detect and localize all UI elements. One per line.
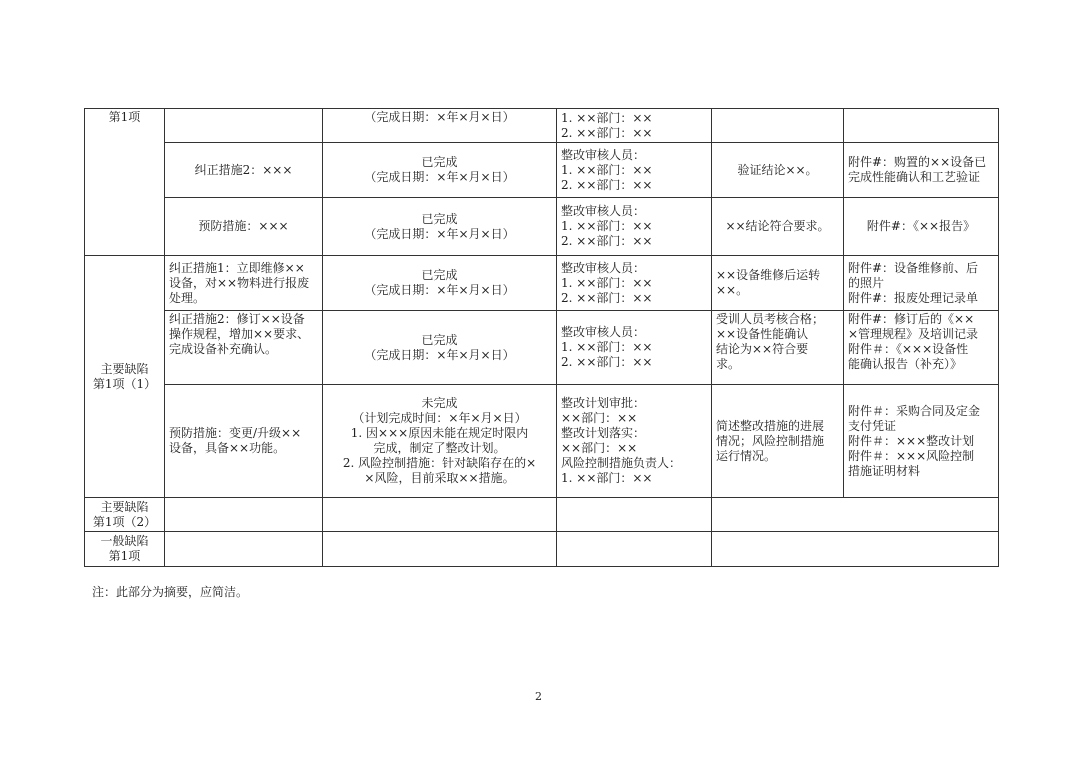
cell-text: 第1项（1）: [92, 376, 157, 391]
table-row: [85, 143, 999, 198]
cell-text: 操作规程，增加××要求、: [169, 327, 310, 341]
verification-cell: [712, 311, 844, 385]
cell-text: 运行情况。: [716, 448, 777, 463]
measure-cell: [165, 498, 323, 532]
cell-text: 2. ××部门：××: [561, 290, 653, 305]
measure-cell: [165, 385, 323, 498]
cell-text: 纠正措施2：修订××设备: [169, 312, 305, 326]
cell-text: ××部门：××: [561, 411, 638, 425]
status-cell: [323, 532, 557, 567]
measure-cell: [165, 143, 323, 198]
cell-text: 完成，制定了整改计划。: [373, 441, 506, 455]
cell-text: （完成日期：×年×月×日）: [364, 170, 515, 184]
cell-text: 整改审核人员：: [561, 204, 646, 218]
measure-cell: [165, 532, 323, 567]
reviewer-cell: [557, 109, 712, 143]
verification-cell: [712, 198, 844, 256]
reviewer-cell: [557, 311, 712, 385]
status-cell: [323, 109, 557, 143]
cell-text: 已完成: [421, 332, 458, 347]
cell-text: 附件#：《××报告》: [866, 219, 976, 233]
cell-text: 结论为××符合要: [716, 342, 809, 356]
cell-text: 的照片: [848, 275, 885, 290]
cell-text: 设备，具备××功能。: [169, 441, 286, 455]
cell-text: 附件#：设备维修前、后: [848, 260, 979, 275]
status-cell: [323, 311, 557, 385]
cell-text: 完成设备补充确认。: [169, 342, 278, 356]
cell-text: 附件＃：×××风险控制: [848, 448, 975, 463]
measure-cell: [165, 256, 323, 311]
status-cell: [323, 198, 557, 256]
status-cell: [323, 143, 557, 198]
reviewer-cell: [557, 385, 712, 498]
cell-text: 2. ××部门：××: [561, 355, 653, 369]
attachment-cell: [844, 311, 999, 385]
cell-text: 纠正措施1：立即维修××: [169, 260, 305, 275]
table-row: [85, 498, 999, 532]
attachment-cell: [844, 198, 999, 256]
cell-text: 整改审核人员：: [561, 325, 646, 339]
table-row: [85, 256, 999, 311]
cell-text: 完成性能确认和工艺验证: [848, 170, 981, 184]
table-row: [85, 198, 999, 256]
cell-text: 风险控制措施负责人：: [561, 456, 682, 470]
cell-text: 1. ××部门：××: [561, 275, 653, 290]
cell-text: 受训人员考核合格；: [716, 312, 825, 326]
cell-text: 整改审核人员：: [561, 260, 646, 275]
attachment-cell: [844, 143, 999, 198]
cell-text: 1. ××部门：××: [561, 110, 653, 125]
table-row: [85, 311, 999, 385]
cell-text: 主要缺陷: [100, 361, 149, 376]
cell-text: 已完成: [421, 155, 458, 169]
cell-text: 附件#：报废处理记录单: [848, 290, 979, 305]
reviewer-cell: [557, 498, 712, 532]
verification-cell: [712, 498, 999, 532]
cell-text: ××。: [716, 283, 749, 297]
cell-text: 附件#：购置的××设备已: [848, 155, 987, 169]
cell-text: 1. ××部门：××: [561, 340, 653, 354]
verification-cell: [712, 143, 844, 198]
cell-text: 附件＃：采购合同及定金: [848, 403, 981, 418]
cell-text: 2. ××部门：××: [561, 125, 653, 140]
cell-text: ××设备性能确认: [716, 327, 809, 341]
cell-text: 预防措施：×××: [198, 219, 289, 233]
cell-text: 1. 因×××原因未能在规定时限内: [350, 426, 529, 440]
cell-text: 支付凭证: [848, 418, 897, 433]
status-cell: [323, 385, 557, 498]
cell-text: ××结论符合要求。: [725, 219, 830, 233]
cell-text: 第1项: [108, 549, 141, 563]
cell-text: 附件＃：×××整改计划: [848, 433, 975, 448]
attachment-cell: [844, 109, 999, 143]
cell-text: ×管理规程》及培训记录: [848, 327, 979, 341]
cell-text: 设备，对××物料进行报废: [169, 275, 310, 290]
cell-text: 情况；风险控制措施: [716, 433, 825, 448]
measure-cell: [165, 198, 323, 256]
cell-text: 纠正措施2：×××: [194, 162, 293, 177]
defect-item-cell: [85, 109, 165, 256]
verification-cell: [712, 532, 999, 567]
verification-cell: [712, 256, 844, 311]
cell-text: 求。: [716, 357, 741, 371]
cell-text: 整改计划审批：: [561, 396, 646, 410]
cell-text: 1. ××部门：××: [561, 162, 653, 177]
cell-text: ×风险，目前采取××措施。: [364, 471, 515, 485]
table-row: [85, 532, 999, 567]
cell-text: 处理。: [169, 290, 206, 305]
cell-text: （完成日期：×年×月×日）: [364, 110, 515, 124]
cell-text: 1. ××部门：××: [561, 219, 653, 233]
table-row: [85, 385, 999, 498]
rectification-table: [84, 108, 999, 567]
reviewer-cell: [557, 143, 712, 198]
cell-text: 附件#：修订后的《××: [848, 312, 975, 326]
attachment-cell: [844, 256, 999, 311]
cell-text: 验证结论××。: [737, 162, 818, 177]
cell-text: （计划完成时间：×年×月×日）: [352, 411, 527, 425]
cell-text: （完成日期：×年×月×日）: [364, 347, 515, 362]
footnote: 注：此部分为摘要，应简洁。: [92, 585, 249, 599]
cell-text: 第1项（2）: [92, 514, 157, 529]
status-cell: [323, 498, 557, 532]
cell-text: 附件＃：《×××设备性: [848, 342, 969, 356]
cell-text: （完成日期：×年×月×日）: [364, 283, 515, 297]
measure-cell: [165, 109, 323, 143]
reviewer-cell: [557, 198, 712, 256]
cell-text: ××部门：××: [561, 441, 638, 455]
defect-item-cell: [85, 498, 165, 532]
cell-text: 措施证明材料: [848, 463, 921, 478]
cell-text: 整改审核人员：: [561, 147, 646, 162]
table-row: [85, 109, 999, 143]
defect-item-cell: [85, 532, 165, 567]
cell-text: 简述整改措施的进展: [716, 418, 825, 433]
cell-text: 一般缺陷: [100, 534, 149, 548]
cell-text: 整改计划落实：: [561, 426, 646, 440]
status-cell: [323, 256, 557, 311]
cell-text: （完成日期：×年×月×日）: [364, 226, 515, 241]
defect-item-cell: [85, 256, 165, 498]
cell-text: ××设备维修后运转: [716, 268, 821, 282]
cell-text: 1. ××部门：××: [561, 471, 653, 485]
cell-text: 2. ××部门：××: [561, 177, 653, 192]
cell-text: 主要缺陷: [100, 499, 149, 514]
verification-cell: [712, 109, 844, 143]
cell-text: 未完成: [421, 396, 458, 410]
reviewer-cell: [557, 256, 712, 311]
attachment-cell: [844, 385, 999, 498]
cell-text: 已完成: [421, 268, 458, 282]
cell-text: 能确认报告（补充）》: [848, 357, 963, 371]
cell-text: 已完成: [421, 211, 458, 226]
cell-text: 第1项: [108, 110, 141, 124]
reviewer-cell: [557, 532, 712, 567]
measure-cell: [165, 311, 323, 385]
verification-cell: [712, 385, 844, 498]
cell-text: 预防措施：变更/升级××: [169, 426, 302, 440]
page-number: 2: [535, 690, 542, 703]
cell-text: 2. ××部门：××: [561, 234, 653, 248]
cell-text: 2. 风险控制措施：针对缺陷存在的×: [342, 456, 537, 470]
